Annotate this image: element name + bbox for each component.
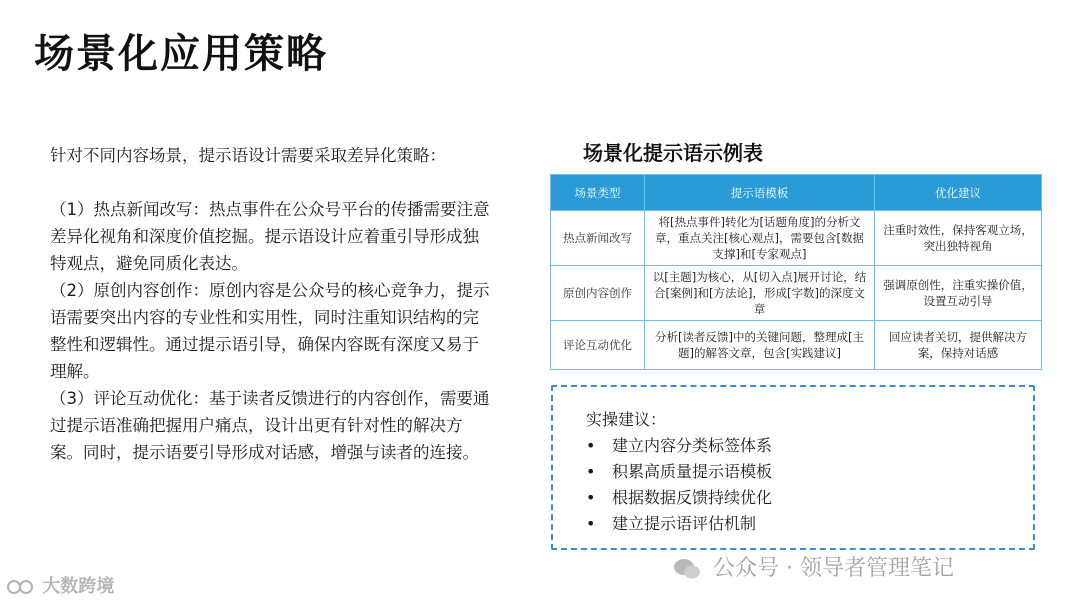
- table-title: 场景化提示语示例表: [583, 141, 763, 165]
- list-item: [586, 485, 772, 511]
- table-row: [551, 266, 1042, 321]
- table-cell: 强调原创性，注重实操价值，设置互动引导: [875, 266, 1042, 321]
- paragraph-comments: （3）评论互动优化：基于读者反馈进行的内容创作，需要通过提示语准确把握用户痛点，设计出更有针对性的解决方案。同时，提示语要引导形成对话感，增强与读者的连接。: [50, 389, 490, 462]
- table-cell: 以[主题]为核心，从[切入点]展开讨论，结合[案例]和[方法论]，形成[字数]的深度文章: [645, 266, 875, 321]
- table-cell: 注重时效性，保持客观立场，突出独特视角: [875, 211, 1042, 266]
- bullet-icon: •: [586, 488, 596, 507]
- bullet-icon: •: [586, 436, 596, 455]
- table-row: [551, 321, 1042, 370]
- table-cell: 分析[读者反馈]中的关键问题，整理成[主题]的解答文章，包含[实践建议]: [645, 321, 875, 370]
- tips-heading: 实操建议：: [586, 410, 667, 429]
- bullet-icon: •: [586, 514, 596, 533]
- bullet-icon: •: [586, 462, 596, 481]
- tips-list: [586, 433, 772, 537]
- header-cell: 优化建议: [875, 175, 1042, 211]
- list-item: [586, 459, 772, 485]
- table-cell: 回应读者关切，提供解决方案，保持对话感: [875, 321, 1042, 370]
- wechat-icon: [672, 557, 702, 581]
- watermark-left-text: 大数跨境: [42, 576, 115, 597]
- header-cell: 场景类型: [551, 175, 645, 211]
- example-table: [550, 174, 1042, 370]
- table-cell: 原创内容创作: [551, 266, 645, 321]
- table-cell: 评论互动优化: [551, 321, 645, 370]
- list-item: [586, 433, 772, 459]
- strategy-text: [50, 142, 490, 466]
- watermark-right: [672, 551, 954, 582]
- header-cell: 提示语模板: [645, 175, 875, 211]
- table-header-row: [551, 175, 1042, 211]
- page-title: 场景化应用策略: [34, 31, 328, 77]
- paragraph-original: （2）原创内容创作：原创内容是公众号的核心竞争力，提示语需要突出内容的专业性和实用性，同时注重知识结构的完整性和逻辑性。通过提示语引导，确保内容既有深度又易于理解。: [50, 281, 490, 381]
- logo-icon: [6, 577, 36, 597]
- list-item: [586, 511, 772, 537]
- tip-text: 建立提示语评估机制: [612, 514, 757, 533]
- watermark-left: [6, 572, 114, 598]
- table-cell: 将[热点事件]转化为[话题角度]的分析文章，重点关注[核心观点]，需要包含[数据支撑]和[专家观点]: [645, 211, 875, 266]
- tips-box: [551, 385, 1035, 550]
- tip-text: 根据数据反馈持续优化: [612, 488, 773, 507]
- intro-text: 针对不同内容场景，提示语设计需要采取差异化策略：: [50, 146, 446, 165]
- watermark-right-text: 公众号 · 领导者管理笔记: [713, 556, 954, 581]
- paragraph-hot-news: （1）热点新闻改写：热点事件在公众号平台的传播需要注意差异化视角和深度价值挖掘。提示语设计应着重引导形成独特观点，避免同质化表达。: [50, 200, 490, 273]
- tip-text: 建立内容分类标签体系: [612, 436, 773, 455]
- table-row: [551, 211, 1042, 266]
- table-cell: 热点新闻改写: [551, 211, 645, 266]
- tip-text: 积累高质量提示语模板: [612, 462, 773, 481]
